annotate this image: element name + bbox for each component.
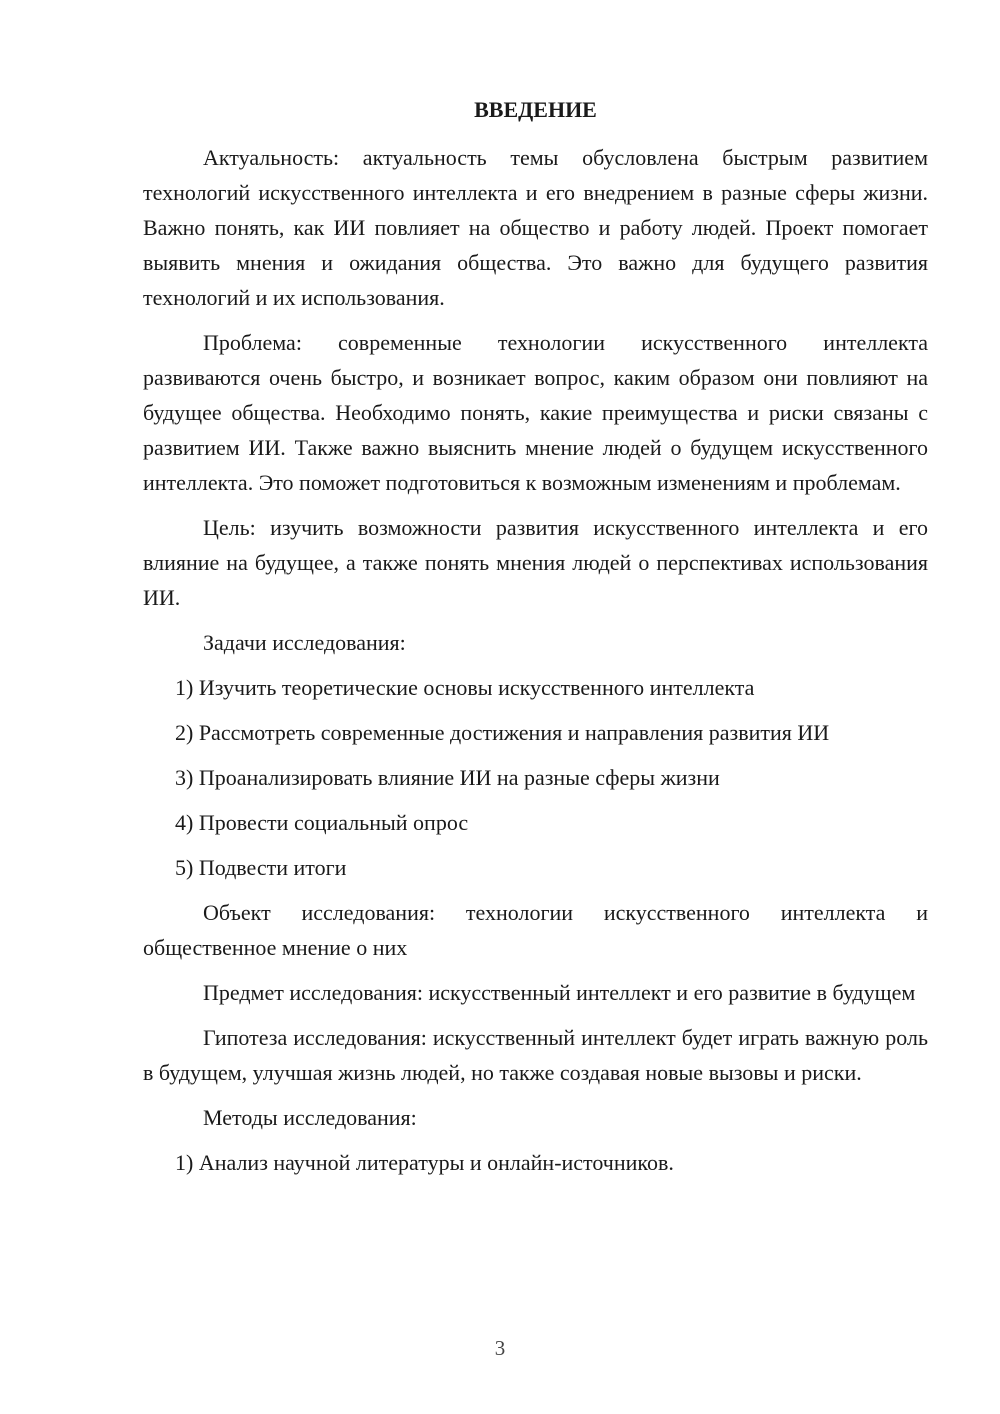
methods-list (143, 1145, 928, 1180)
page-title: ВВЕДЕНИЕ (474, 97, 597, 122)
list-item: 2) Рассмотреть современные достижения и направления развития ИИ (175, 720, 830, 745)
list-item: 3) Проанализировать влияние ИИ на разные сферы жизни (175, 765, 720, 790)
subject-paragraph: Предмет исследования: искусственный интеллект и его развитие в будущем (203, 980, 916, 1005)
tasks-list (143, 670, 928, 885)
list-item: 4) Провести социальный опрос (175, 810, 469, 835)
problem-paragraph: Проблема: современные технологии искусственного интеллекта развиваются очень быстро, и возникает вопрос, каким образом они повлияют на будущее общества. Необходимо понять, какие преимущества и риски связаны с развитием ИИ. Также важно выяснить мнение людей о будущем искусственного интеллекта. Это поможет подготовиться к возможным изменениям и проблемам. (143, 330, 928, 495)
methods-heading: Методы исследования: (203, 1105, 417, 1130)
page-content (143, 92, 928, 1190)
tasks-heading: Задачи исследования: (203, 630, 406, 655)
hypothesis-paragraph: Гипотеза исследования: искусственный интеллект будет играть важную роль в будущем, улучшая жизнь людей, но также создавая новые вызовы и риски. (143, 1025, 928, 1085)
list-item: 1) Анализ научной литературы и онлайн-источников. (175, 1150, 674, 1175)
goal-paragraph: Цель: изучить возможности развития искусственного интеллекта и его влияние на будущее, а также понять мнения людей о перспективах использования ИИ. (143, 515, 928, 610)
relevance-paragraph: Актуальность: актуальность темы обусловлена быстрым развитием технологий искусственного интеллекта и его внедрением в разные сферы жизни. Важно понять, как ИИ повлияет на общество и работу людей. Проект помогает выявить мнения и ожидания общества. Это важно для будущего развития технологий и их использования. (143, 145, 928, 310)
object-paragraph: Объект исследования: технологии искусственного интеллекта и общественное мнение о них (143, 900, 928, 960)
page-number: 3 (494, 1336, 506, 1360)
list-item: 1) Изучить теоретические основы искусственного интеллекта (175, 675, 755, 700)
list-item: 5) Подвести итоги (175, 855, 347, 880)
